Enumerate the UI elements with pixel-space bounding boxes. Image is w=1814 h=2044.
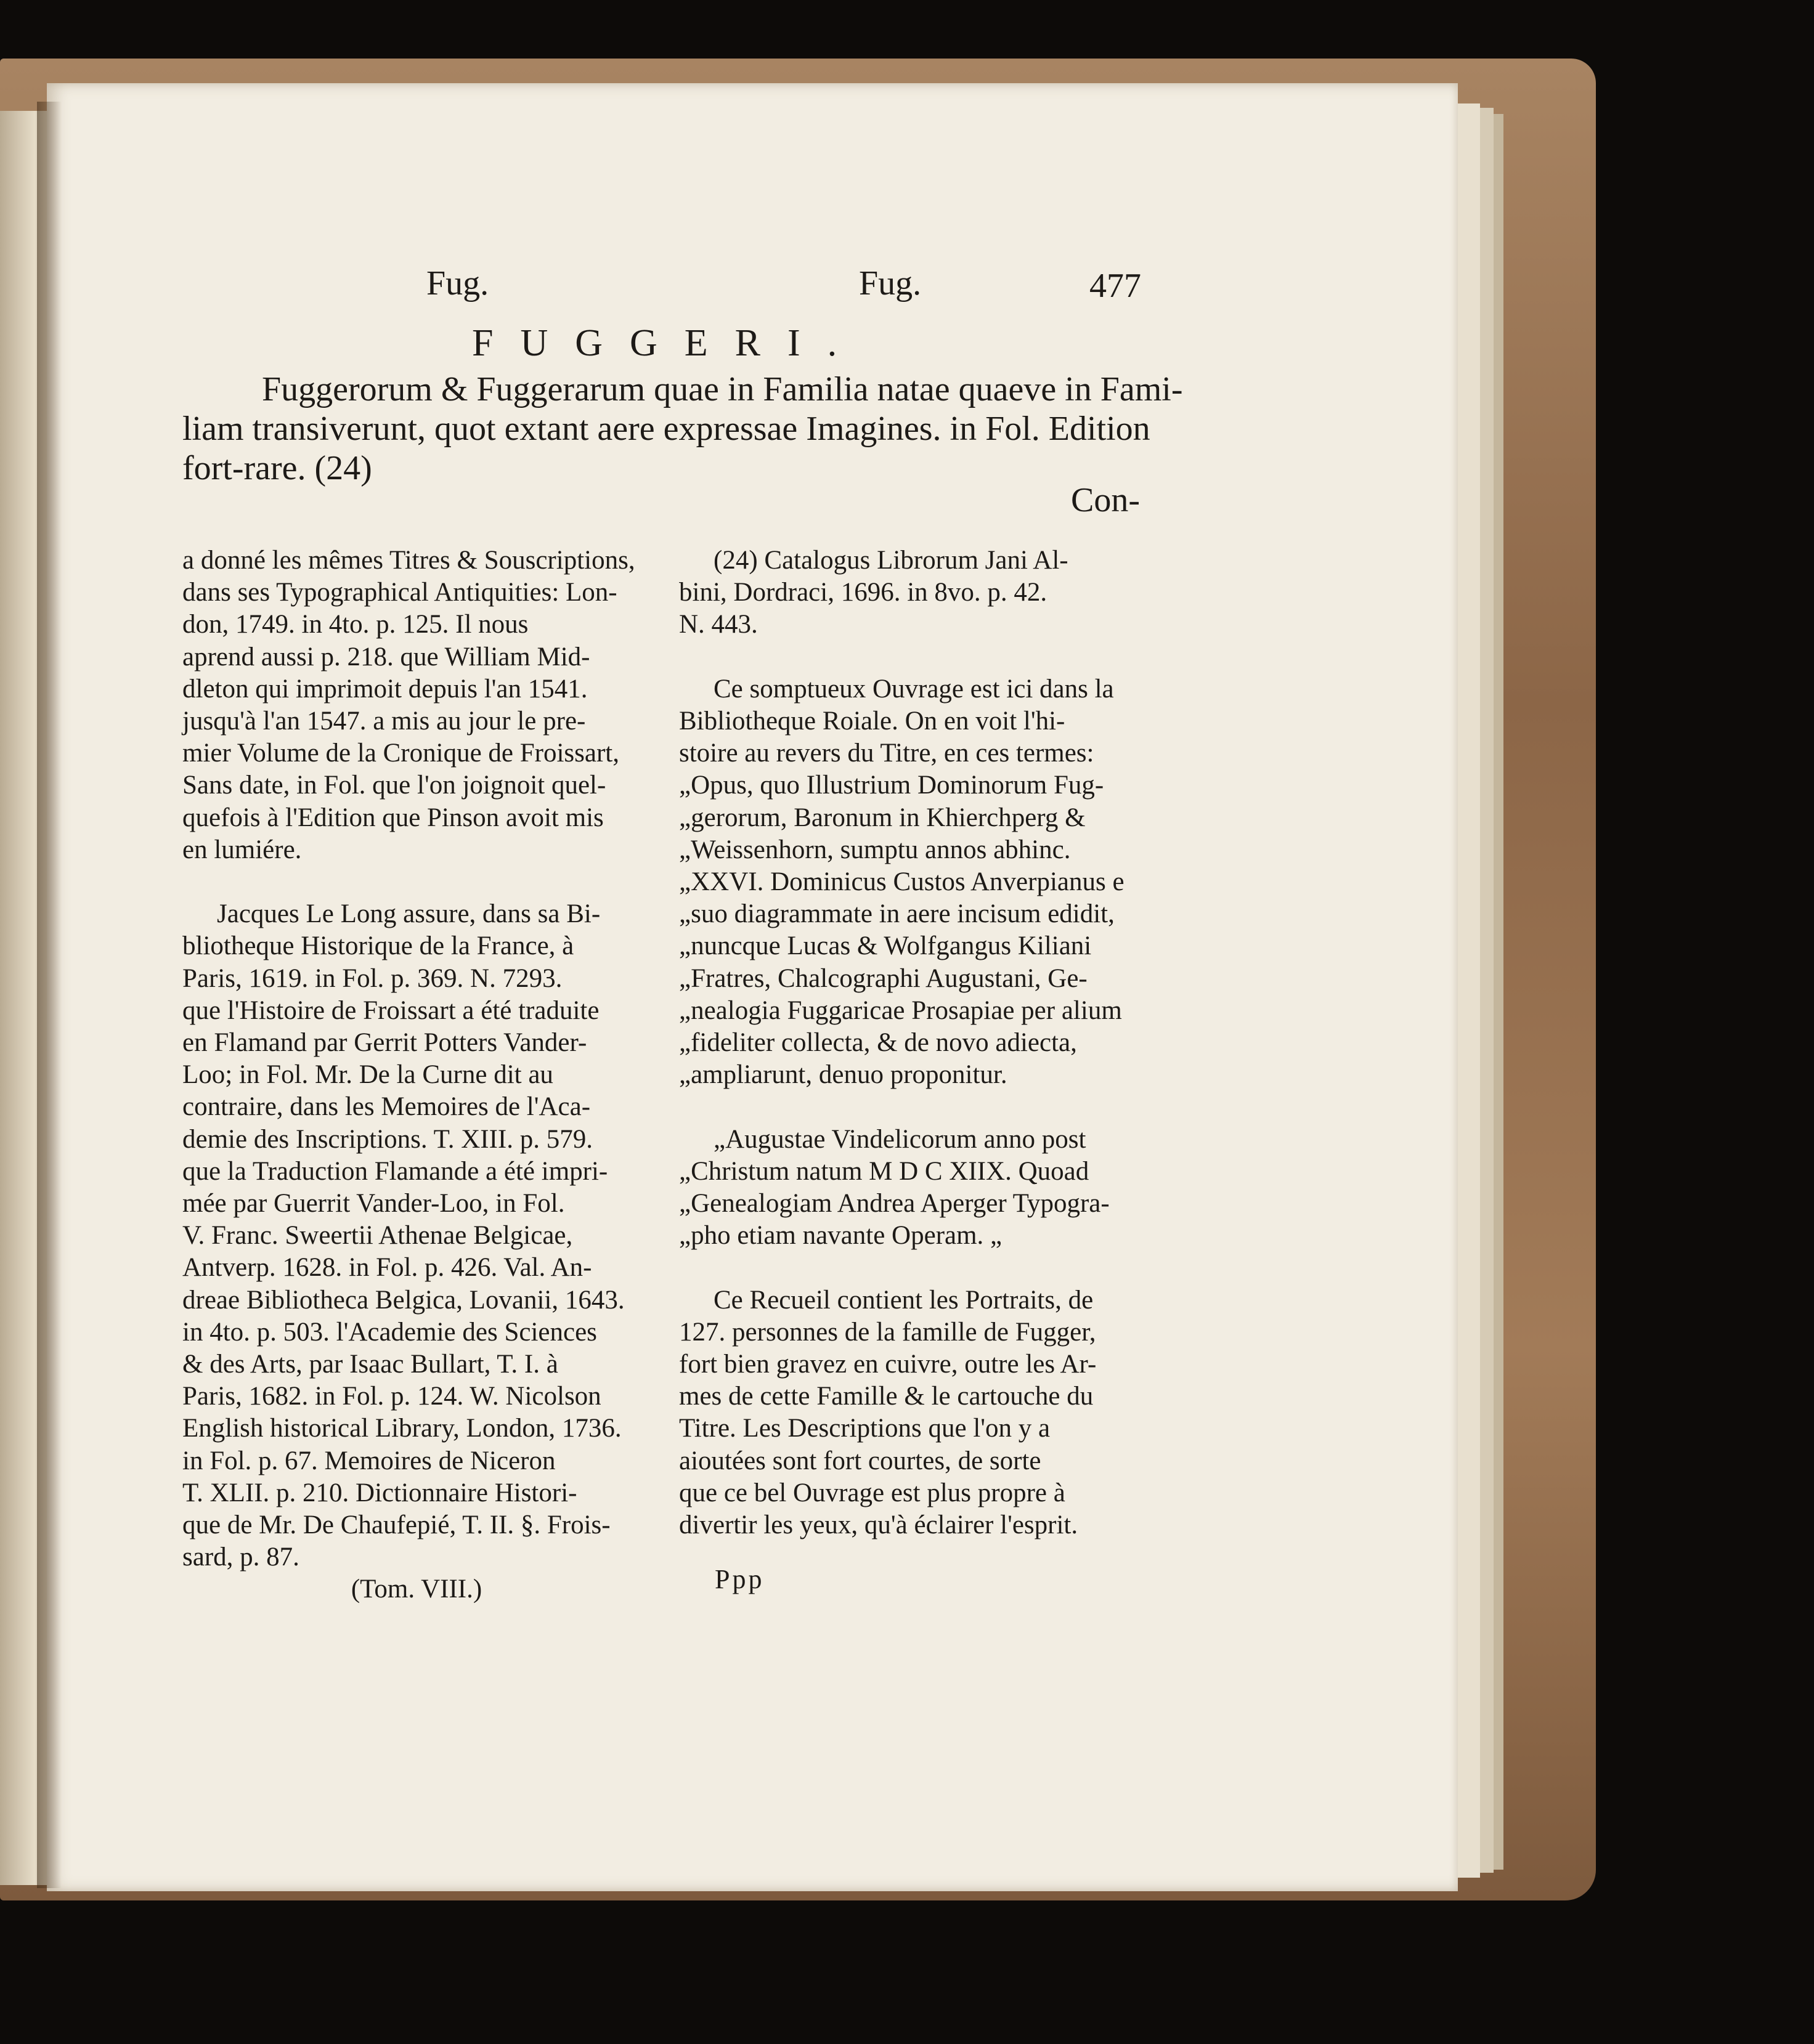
text-line: & des Arts, par Isaac Bullart, T. I. à [182,1350,558,1379]
section-title: FUGGERI. [472,322,864,364]
text-line: „Augustae Vindelicorum anno post [714,1124,1086,1154]
right-column [679,545,1153,1541]
text-line: Paris, 1682. in Fol. p. 124. W. Nicolson [182,1382,601,1411]
text-line: mes de cette Famille & le cartouche du [679,1382,1094,1411]
text-line: Loo; in Fol. Mr. De la Curne dit au [182,1060,553,1090]
intro-line: liam transiverunt, quot extant aere expressae Imagines. in Fol. Edition [182,410,1150,448]
text-line: que la Traduction Flamande a été impri- [182,1156,608,1186]
text-line: 127. personnes de la famille de Fugger, [679,1317,1096,1347]
text-line: mier Volume de la Cronique de Froissart, [182,739,619,768]
page-edge [1494,114,1503,1870]
text-line: bliotheque Historique de la France, à [182,931,574,961]
text-line: Paris, 1619. in Fol. p. 369. N. 7293. [182,963,563,993]
text-line: en lumiére. [182,835,302,864]
text-line: „Genealogiam Andrea Aperger Typogra- [679,1189,1110,1219]
text-line: aioutées sont fort courtes, de sorte [679,1446,1041,1475]
text-line: jusqu'à l'an 1547. a mis au jour le pre- [182,707,586,736]
page-edge [1480,108,1494,1873]
text-line: „gerorum, Baronum in Khierchperg & [679,803,1086,832]
text-line: „nealogia Fuggaricae Prosapiae per alium [679,996,1122,1025]
text-line: aprend aussi p. 218. que William Mid- [182,642,590,671]
volume-footer: (Tom. VIII.) [351,1575,482,1604]
text-line: T. XLII. p. 210. Dictionnaire Histori- [182,1478,577,1507]
footnote-line: N. 443. [679,610,758,639]
paragraph-gap [182,866,651,898]
paragraph-gap [679,1091,1153,1123]
signature-mark: Ppp [715,1564,765,1594]
intro-line: fort-rare. (24) [182,449,372,487]
text-line: Antverp. 1628. in Fol. p. 426. Val. An- [182,1253,592,1283]
text-line: stoire au revers du Titre, en ces termes: [679,739,1094,768]
text-line: a donné les mêmes Titres & Souscriptions, [182,546,635,575]
left-column [182,545,651,1606]
text-line: quefois à l'Edition que Pinson avoit mis [182,803,604,832]
footnote-line: (24) Catalogus Librorum Jani Al- [714,546,1068,575]
text-line: Sans date, in Fol. que l'on joignoit quel- [182,771,606,800]
catchword: Con- [1071,481,1140,519]
text-line: „pho etiam navante Operam. „ [679,1221,1003,1251]
text-line: que l'Histoire de Froissart a été traduite [182,996,600,1025]
text-line: „suo diagrammate in aere incisum edidit, [679,899,1115,929]
page-number: 477 [1089,267,1141,305]
text-line: demie des Inscriptions. T. XIII. p. 579. [182,1124,593,1154]
text-line: que ce bel Ouvrage est plus propre à [679,1478,1065,1507]
text-line: en Flamand par Gerrit Potters Vander- [182,1028,587,1058]
intro-line: Fuggerorum & Fuggerarum quae in Familia natae quaeve in Fami- [262,370,1183,408]
text-line: „Weissenhorn, sumptu annos abhinc. [679,835,1071,864]
text-line: English historical Library, London, 1736. [182,1414,622,1443]
text-line: „Christum natum M D C XIIX. Quoad [679,1156,1089,1186]
text-line: in 4to. p. 503. l'Academie des Sciences [182,1317,597,1347]
text-line: Ce somptueux Ouvrage est ici dans la [714,674,1114,704]
text-line: „XXVI. Dominicus Custos Anverpianus e [679,867,1125,897]
text-line: Ce Recueil contient les Portraits, de [714,1285,1094,1315]
text-line: fort bien gravez en cuivre, outre les Ar- [679,1350,1097,1379]
text-line: „ampliarunt, denuo proponitur. [679,1060,1007,1090]
paragraph-gap [679,641,1153,673]
running-head-center: Fug. [859,264,922,302]
text-line: divertir les yeux, qu'à éclairer l'esprit. [679,1511,1078,1540]
text-line: „Fratres, Chalcographi Augustani, Ge- [679,963,1088,993]
text-line: „Opus, quo Illustrium Dominorum Fug- [679,771,1104,800]
page-edge [1455,103,1480,1878]
text-line: dreae Bibliotheca Belgica, Lovanii, 1643. [182,1285,625,1315]
text-line: „fideliter collecta, & de novo adiecta, [679,1028,1077,1058]
text-line: sard, p. 87. [182,1543,299,1572]
text-line: Titre. Les Descriptions que l'on y a [679,1414,1051,1443]
running-head-left: Fug. [426,264,489,302]
spine-shadow [37,102,62,1888]
footnote-line: bini, Dordraci, 1696. in 8vo. p. 42. [679,578,1047,607]
text-line: don, 1749. in 4to. p. 125. Il nous [182,610,529,639]
text-line: contraire, dans les Memoires de l'Aca- [182,1092,591,1122]
text-line: „nuncque Lucas & Wolfgangus Kiliani [679,931,1092,961]
text-line: Jacques Le Long assure, dans sa Bi- [217,899,601,929]
text-line: dleton qui imprimoit depuis l'an 1541. [182,674,588,704]
paragraph-gap [679,1252,1153,1284]
text-line: que de Mr. De Chaufepié, T. II. §. Frois- [182,1511,611,1540]
text-line: in Fol. p. 67. Memoires de Niceron [182,1446,556,1475]
text-line: Bibliotheque Roiale. On en voit l'hi- [679,707,1065,736]
text-line: mée par Guerrit Vander-Loo, in Fol. [182,1189,565,1219]
text-line: dans ses Typographical Antiquities: Lon- [182,578,617,607]
text-line: V. Franc. Sweertii Athenae Belgicae, [182,1221,573,1251]
